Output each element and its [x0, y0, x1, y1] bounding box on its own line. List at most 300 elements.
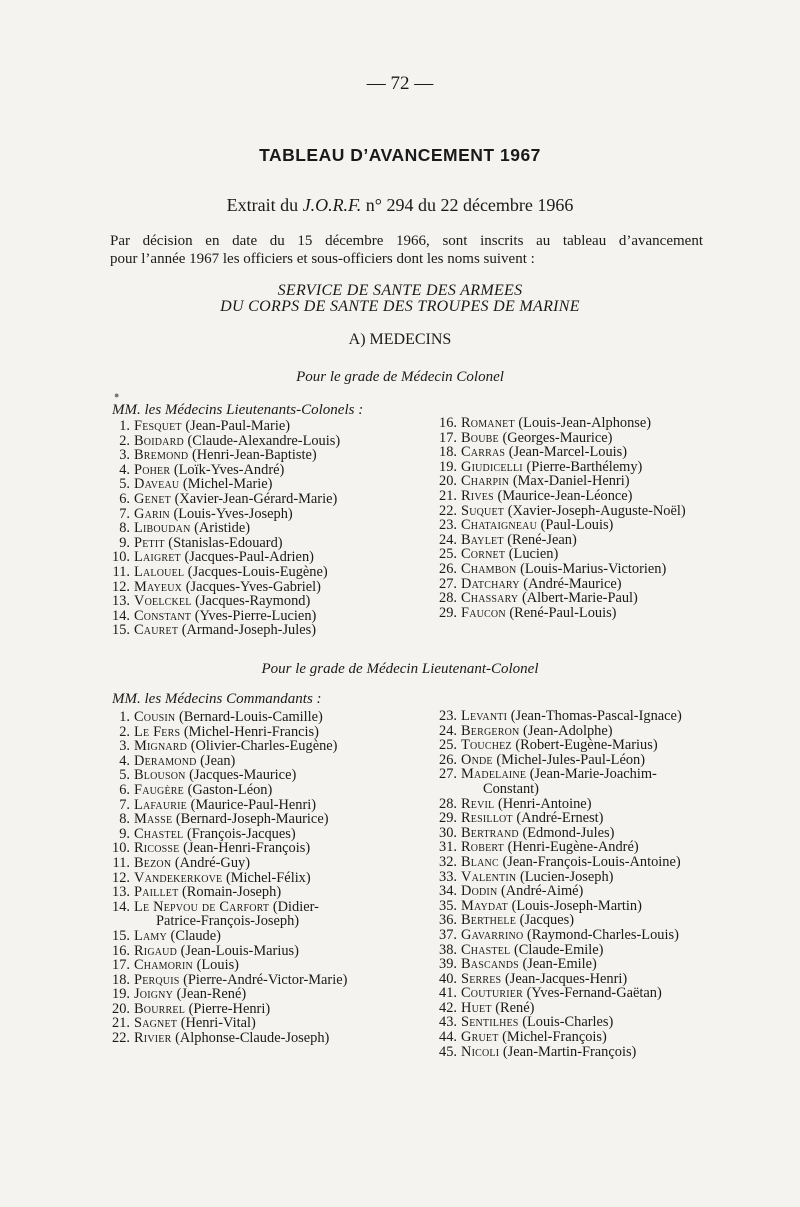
- surname: Genet: [134, 490, 171, 507]
- list-item: [110, 725, 347, 740]
- list-item: [110, 944, 347, 959]
- surname: Paillet: [134, 884, 179, 901]
- given-names: (René-Paul-Louis): [509, 604, 617, 621]
- surname: Romanet: [461, 415, 515, 431]
- given-names: (Yves-Pierre-Lucien): [194, 607, 317, 624]
- surname: Valentin: [461, 868, 517, 885]
- surname: Joigny: [134, 986, 174, 1003]
- item-number: 17.: [439, 429, 457, 446]
- item-number: 19.: [439, 458, 457, 475]
- list-item: [437, 753, 682, 768]
- item-number: 25.: [439, 737, 457, 754]
- given-names: (Henri-Vital): [180, 1015, 256, 1032]
- surname: Cauret: [134, 622, 179, 639]
- grade-heading-colonel: Pour le grade de Médecin Colonel: [296, 369, 504, 385]
- given-names: (Jacques-Maurice): [189, 767, 297, 784]
- item-number: 45.: [439, 1043, 457, 1060]
- surname: Onde: [461, 751, 493, 768]
- item-number: 9.: [119, 534, 130, 551]
- given-names: (Albert-Marie-Paul): [521, 590, 638, 607]
- list-item: [110, 739, 347, 754]
- item-number: 39.: [439, 956, 457, 973]
- list-item: [437, 724, 682, 739]
- list-item: [110, 973, 347, 988]
- surname: Sagnet: [134, 1015, 178, 1032]
- list-item: [437, 797, 682, 812]
- list-item: [437, 460, 686, 475]
- group-heading-commandants: MM. les Médecins Commandants :: [112, 691, 322, 707]
- list-item: [110, 594, 340, 609]
- given-names: (Alphonse-Claude-Joseph): [175, 1030, 330, 1047]
- list-item: [437, 1015, 682, 1030]
- item-number: 29.: [439, 604, 457, 621]
- surname: Bertrand: [461, 824, 519, 841]
- extract-prefix: Extrait du: [226, 195, 303, 215]
- surname: Carras: [461, 444, 506, 461]
- surname: Maydat: [461, 897, 508, 914]
- surname: Chamorin: [134, 957, 193, 974]
- item-number: 1.: [119, 418, 130, 434]
- item-number: 42.: [439, 999, 457, 1016]
- given-names: (Maurice-Paul-Henri): [190, 796, 317, 813]
- list-item: [437, 811, 682, 826]
- given-names: (Loïk-Yves-André): [173, 461, 285, 478]
- list-item: [110, 798, 347, 813]
- item-number: 34.: [439, 883, 457, 900]
- given-names: (Louis): [196, 957, 239, 974]
- given-names: (Jean-Marie-Joachim-: [529, 766, 657, 783]
- list-item: [110, 609, 340, 624]
- given-names: (André-Aimé): [501, 883, 584, 900]
- item-number: 3.: [119, 738, 130, 755]
- surname: Fesquet: [134, 418, 182, 434]
- item-number: 44.: [439, 1029, 457, 1046]
- given-names: (André-Guy): [174, 854, 250, 871]
- surname: Blouson: [134, 767, 186, 784]
- list-item: [110, 550, 340, 565]
- item-number: 18.: [439, 444, 457, 461]
- given-names: (Jean-Jacques-Henri): [504, 970, 628, 987]
- list-item: [110, 885, 347, 900]
- item-number: 4.: [119, 752, 130, 769]
- surname: Levanti: [461, 708, 508, 724]
- list-item: [437, 489, 686, 504]
- item-number: 13.: [112, 884, 130, 901]
- item-number: 30.: [439, 824, 457, 841]
- list-item: [437, 533, 686, 548]
- item-number: 6.: [119, 781, 130, 798]
- list-item: [110, 710, 347, 725]
- item-number: 33.: [439, 868, 457, 885]
- list-item: [110, 448, 340, 463]
- given-names: (Lucien): [508, 546, 559, 563]
- given-names: (Henri-Eugène-André): [507, 839, 639, 856]
- given-names: (Bernard-Louis-Camille): [178, 709, 323, 725]
- list-item: [110, 827, 347, 842]
- given-names: (André-Ernest): [516, 810, 604, 827]
- given-names: (Robert-Eugène-Marius): [515, 737, 658, 754]
- list-item: [437, 577, 686, 592]
- given-names: (Xavier-Jean-Gérard-Marie): [174, 490, 338, 507]
- list-item: [110, 434, 340, 449]
- given-names: (René-Jean): [507, 531, 577, 548]
- item-number: 21.: [439, 487, 457, 504]
- item-number: 18.: [112, 971, 130, 988]
- surname: Faugère: [134, 781, 184, 798]
- given-names: (Bernard-Joseph-Maurice): [175, 811, 329, 828]
- surname: Deramond: [134, 752, 197, 769]
- surname: Bergeron: [461, 722, 520, 739]
- lt-colonel-list-right: [437, 709, 682, 1059]
- surname: Serres: [461, 970, 502, 987]
- given-names: (Jean): [200, 752, 236, 769]
- given-names: (Jacques-Raymond): [195, 593, 311, 610]
- surname: Couturier: [461, 985, 523, 1002]
- page-number: — 72 —: [366, 73, 434, 94]
- item-number: 2.: [119, 723, 130, 740]
- list-item: [437, 840, 682, 855]
- surname: Rivier: [134, 1030, 172, 1047]
- given-names: (Paul-Louis): [540, 517, 614, 534]
- item-number: 41.: [439, 985, 457, 1002]
- surname: Mignard: [134, 738, 188, 755]
- item-number: 15.: [112, 927, 130, 944]
- given-names: (Raymond-Charles-Louis): [527, 926, 679, 943]
- list-item: [437, 826, 682, 841]
- list-item: [110, 871, 347, 886]
- item-number: 5.: [119, 476, 130, 493]
- surname: Sentilhes: [461, 1014, 519, 1031]
- item-number: 12.: [112, 869, 130, 886]
- list-item: [437, 957, 682, 972]
- given-names: (Jean-Paul-Marie): [185, 418, 291, 434]
- item-number: 3.: [119, 447, 130, 464]
- given-names: (Claude): [170, 927, 221, 944]
- list-item: [110, 958, 347, 973]
- lt-colonel-list-left: [110, 710, 347, 1046]
- item-number: 21.: [112, 1015, 130, 1032]
- item-number: 27.: [439, 766, 457, 783]
- list-item: [110, 768, 347, 783]
- given-names: (Stanislas-Edouard): [168, 534, 283, 551]
- item-number: 23.: [439, 517, 457, 534]
- surname: Bascands: [461, 956, 519, 973]
- list-item: [110, 1016, 347, 1031]
- list-item: [110, 463, 340, 478]
- given-names: (Michel-Marie): [182, 476, 273, 493]
- item-number: 11.: [112, 563, 130, 580]
- surname: Resillot: [461, 810, 513, 827]
- list-item: [110, 565, 340, 580]
- item-number: 37.: [439, 926, 457, 943]
- list-item: [110, 521, 340, 536]
- list-item: [437, 870, 682, 885]
- surname: Robert: [461, 839, 504, 856]
- given-names: (Louis-Joseph-Martin): [511, 897, 642, 914]
- item-number: 16.: [439, 415, 457, 431]
- given-names: (Jean-Henri-François): [183, 840, 311, 857]
- item-number: 20.: [112, 1000, 130, 1017]
- list-item: [437, 474, 686, 489]
- given-names: (Louis-Marius-Victorien): [520, 560, 667, 577]
- list-item: [437, 591, 686, 606]
- colonel-list-left: [110, 419, 340, 638]
- surname: Masse: [134, 811, 173, 828]
- surname: Datchary: [461, 575, 520, 592]
- given-names: (Jacques): [519, 912, 574, 929]
- given-names: (Michel-Félix): [225, 869, 311, 886]
- list-item: [110, 507, 340, 522]
- item-number: 24.: [439, 722, 457, 739]
- given-names-continued: Constant): [483, 780, 539, 797]
- surname: Charpin: [461, 473, 510, 490]
- item-number: 24.: [439, 531, 457, 548]
- extract-line: [0, 195, 800, 216]
- surname: Berthele: [461, 912, 517, 929]
- given-names: (Pierre-Barthélemy): [526, 458, 643, 475]
- item-number: 12.: [112, 578, 130, 595]
- surname: Liboudan: [134, 520, 191, 537]
- grade-heading-lt-colonel: Pour le grade de Médecin Lieutenant-Colonel: [261, 661, 539, 677]
- item-number: 35.: [439, 897, 457, 914]
- surname: Lalouel: [134, 563, 185, 580]
- given-names: (Pierre-Henri): [188, 1000, 271, 1017]
- colonel-list-right: [437, 416, 686, 620]
- list-item: [437, 855, 682, 870]
- surname: Nicoli: [461, 1043, 500, 1060]
- surname: Boube: [461, 429, 499, 446]
- item-number: 22.: [112, 1030, 130, 1047]
- given-names: (Jean-Martin-François): [502, 1043, 637, 1060]
- list-item: [437, 518, 686, 533]
- item-number: 7.: [119, 505, 130, 522]
- item-number: 20.: [439, 473, 457, 490]
- surname: Revil: [461, 795, 495, 812]
- surname: Chassary: [461, 590, 519, 607]
- list-item: [110, 856, 347, 871]
- item-number: 40.: [439, 970, 457, 987]
- item-number: 31.: [439, 839, 457, 856]
- surname: Chambon: [461, 560, 517, 577]
- list-item: [437, 884, 682, 899]
- given-names: (Claude-Emile): [513, 941, 604, 958]
- given-names: (Jean-Thomas-Pascal-Ignace): [510, 708, 682, 724]
- list-item: [437, 606, 686, 621]
- list-item: [437, 431, 686, 446]
- item-number: 19.: [112, 986, 130, 1003]
- list-item: [437, 767, 682, 796]
- service-heading-2: DU CORPS DE SANTE DES TROUPES DE MARINE: [220, 298, 580, 315]
- surname: Petit: [134, 534, 165, 551]
- list-item: [437, 1030, 682, 1045]
- list-item: [110, 987, 347, 1002]
- surname: Laigret: [134, 549, 181, 566]
- surname: Rigaud: [134, 942, 178, 959]
- given-names: (Jean-René): [176, 986, 247, 1003]
- list-item: [437, 986, 682, 1001]
- list-item: [110, 1031, 347, 1046]
- list-item: [110, 477, 340, 492]
- item-number: 17.: [112, 957, 130, 974]
- list-item: [437, 738, 682, 753]
- list-item: [437, 709, 682, 724]
- item-number: 22.: [439, 502, 457, 519]
- list-item: [110, 812, 347, 827]
- surname: Dodin: [461, 883, 498, 900]
- surname: Gavarrino: [461, 926, 524, 943]
- given-names: (Max-Daniel-Henri): [512, 473, 630, 490]
- surname: Gruet: [461, 1029, 499, 1046]
- given-names: (Louis-Yves-Joseph): [173, 505, 293, 522]
- given-names: (Gaston-Léon): [187, 781, 273, 798]
- surname: Baylet: [461, 531, 504, 548]
- surname: Lamy: [134, 927, 167, 944]
- item-number: 14.: [112, 607, 130, 624]
- item-number: 9.: [119, 825, 130, 842]
- list-item: [437, 547, 686, 562]
- list-item: [437, 913, 682, 928]
- item-number: 10.: [112, 840, 130, 857]
- item-number: 26.: [439, 751, 457, 768]
- given-names: (Jacques-Paul-Adrien): [184, 549, 314, 566]
- item-number: 2.: [119, 432, 130, 449]
- item-number: 15.: [112, 622, 130, 639]
- surname: Daveau: [134, 476, 180, 493]
- surname: Suquet: [461, 502, 505, 519]
- given-names: (Lucien-Joseph): [519, 868, 614, 885]
- given-names: (Yves-Fernand-Gaëtan): [526, 985, 662, 1002]
- surname: Huet: [461, 999, 492, 1016]
- surname: Faucon: [461, 604, 506, 621]
- item-number: 11.: [112, 854, 130, 871]
- list-item: [437, 972, 682, 987]
- list-item: [110, 841, 347, 856]
- surname: Perquis: [134, 971, 180, 988]
- given-names-continued: Patrice-François-Joseph): [156, 913, 300, 930]
- list-item: [437, 416, 686, 431]
- given-names: (Aristide): [194, 520, 251, 537]
- given-names: (Maurice-Jean-Léonce): [497, 487, 633, 504]
- given-names: (René): [495, 999, 535, 1016]
- extract-suffix: n° 294 du 22 décembre 1966: [361, 195, 574, 215]
- item-number: 25.: [439, 546, 457, 563]
- given-names: (Michel-Jules-Paul-Léon): [496, 751, 646, 768]
- list-item: [110, 623, 340, 638]
- given-names: (Jean-François-Louis-Antoine): [502, 853, 681, 870]
- given-names: (Jacques-Louis-Eugène): [187, 563, 328, 580]
- given-names: (Jacques-Yves-Gabriel): [185, 578, 321, 595]
- given-names: (Olivier-Charles-Eugène): [190, 738, 338, 755]
- surname: Madelaine: [461, 766, 527, 783]
- surname: Le Nepvou de Carfort: [134, 898, 270, 915]
- item-number: 43.: [439, 1014, 457, 1031]
- list-item: [110, 580, 340, 595]
- surname: Chastel: [461, 941, 511, 958]
- given-names: (Jean-Adolphe): [523, 722, 613, 739]
- list-item: [110, 492, 340, 507]
- surname: Touchez: [461, 737, 512, 754]
- item-number: 36.: [439, 912, 457, 929]
- given-names: (Claude-Alexandre-Louis): [187, 432, 341, 449]
- item-number: 8.: [119, 811, 130, 828]
- given-names: (Michel-François): [502, 1029, 607, 1046]
- item-number: 5.: [119, 767, 130, 784]
- surname: Bezon: [134, 854, 172, 871]
- item-number: 27.: [439, 575, 457, 592]
- group-heading-lt-colonels: MM. les Médecins Lieutenants-Colonels :: [112, 402, 364, 418]
- item-number: 26.: [439, 560, 457, 577]
- item-number: 38.: [439, 941, 457, 958]
- surname: Giudicelli: [461, 458, 523, 475]
- page-title: TABLEAU D’AVANCEMENT 1967: [259, 145, 541, 165]
- given-names: (Jean-Emile): [522, 956, 597, 973]
- given-names: (Xavier-Joseph-Auguste-Noël): [507, 502, 686, 519]
- given-names: (Michel-Henri-Francis): [183, 723, 319, 740]
- list-item: [437, 562, 686, 577]
- list-item: [437, 504, 686, 519]
- given-names: (Armand-Joseph-Jules): [181, 622, 317, 639]
- surname: Garin: [134, 505, 170, 522]
- list-item: [110, 783, 347, 798]
- item-number: 16.: [112, 942, 130, 959]
- item-number: 13.: [112, 593, 130, 610]
- item-number: 6.: [119, 490, 130, 507]
- service-heading-1: SERVICE DE SANTE DES ARMEES: [277, 282, 523, 299]
- surname: Cousin: [134, 709, 176, 725]
- given-names: (Henri-Jean-Baptiste): [191, 447, 317, 464]
- surname: Rives: [461, 487, 494, 504]
- intro-line-2: pour l’année 1967 les officiers et sous-officiers dont les noms suivent :: [110, 251, 535, 267]
- list-item: [110, 1002, 347, 1017]
- given-names: (Jean-Louis-Marius): [180, 942, 299, 959]
- item-number: 10.: [112, 549, 130, 566]
- given-names: (Georges-Maurice): [502, 429, 613, 446]
- surname: Bourrel: [134, 1000, 185, 1017]
- given-names: (Henri-Antoine): [497, 795, 592, 812]
- bullet-mark: ●: [114, 390, 120, 400]
- item-number: 14.: [112, 898, 130, 915]
- surname: Voelckel: [134, 593, 192, 610]
- surname: Vandekerkove: [134, 869, 223, 886]
- surname: Chataigneau: [461, 517, 537, 534]
- surname: Mayeux: [134, 578, 183, 595]
- surname: Cornet: [461, 546, 506, 563]
- given-names: (Louis-Charles): [522, 1014, 614, 1031]
- given-names: (Louis-Jean-Alphonse): [518, 415, 652, 431]
- surname: Bremond: [134, 447, 189, 464]
- item-number: 8.: [119, 520, 130, 537]
- section-heading: A) MEDECINS: [348, 331, 452, 348]
- given-names: (Romain-Joseph): [182, 884, 282, 901]
- item-number: 29.: [439, 810, 457, 827]
- given-names: (Jean-Marcel-Louis): [508, 444, 628, 461]
- given-names: (André-Maurice): [523, 575, 622, 592]
- list-item: [437, 1001, 682, 1016]
- item-number: 23.: [439, 708, 457, 724]
- surname: Chastel: [134, 825, 184, 842]
- list-item: [437, 943, 682, 958]
- list-item: [110, 754, 347, 769]
- journal-name: J.O.R.F.: [302, 195, 362, 215]
- item-number: 4.: [119, 461, 130, 478]
- surname: Lafaurie: [134, 796, 187, 813]
- surname: Blanc: [461, 853, 499, 870]
- list-item: [110, 419, 340, 434]
- list-item: [110, 900, 347, 929]
- list-item: [437, 899, 682, 914]
- item-number: 28.: [439, 795, 457, 812]
- list-item: [437, 1045, 682, 1060]
